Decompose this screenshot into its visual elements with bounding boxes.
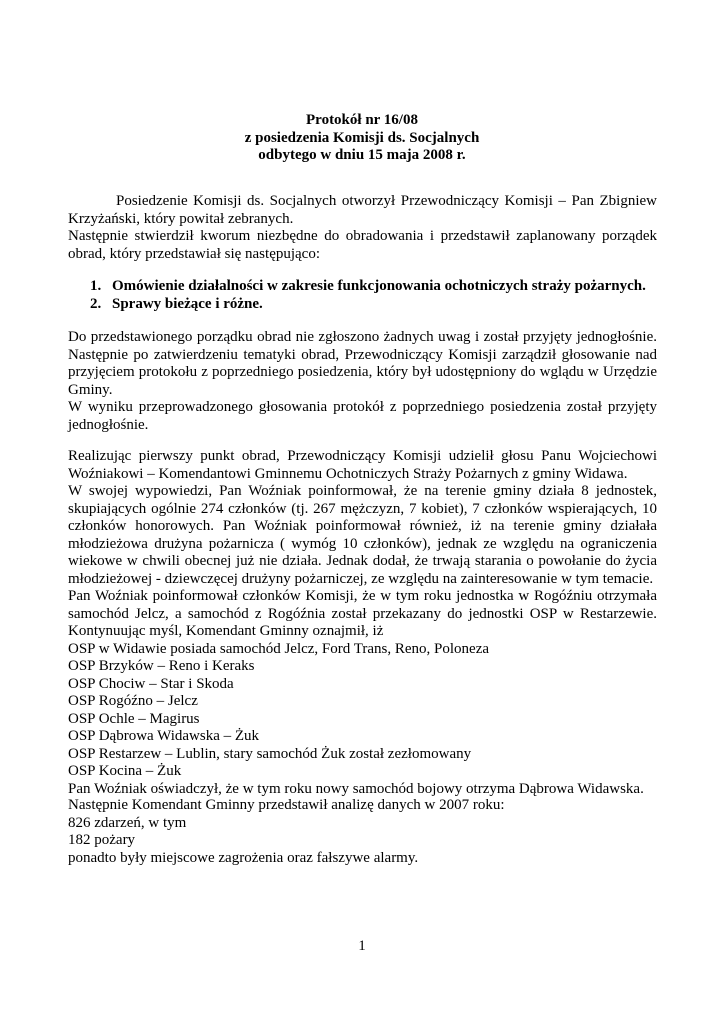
brigades-paragraph-3: Pan Woźniak poinformował członków Komisji, że w tym roku jednostka w Rogóźniu otrzymała samochód Jelcz, a samochód z Rogóźnia został przekazany do jednostki OSP w Restarzewie. Kontynuując myśl, Komendant Gminny oznajmił, iż xyxy=(68,588,657,639)
agenda-item-number: 2. xyxy=(90,295,102,312)
brigades-paragraph-4: Pan Woźniak oświadczył, że w tym roku nowy samochód bojowy otrzyma Dąbrowa Widawska. xyxy=(68,780,644,797)
document-title xyxy=(0,112,724,165)
title-line-1: Protokół nr 16/08 xyxy=(306,112,418,128)
agenda-list xyxy=(90,278,690,313)
unit-line: OSP Rogóźno – Jelcz xyxy=(68,693,198,709)
agenda-item xyxy=(90,278,690,296)
unit-line: OSP Dąbrowa Widawska – Żuk xyxy=(68,728,260,744)
title-line-3: odbytego w dniu 15 maja 2008 r. xyxy=(258,147,466,163)
unit-line: OSP Brzyków – Reno i Keraks xyxy=(68,658,255,674)
unit-line: OSP Ochle – Magirus xyxy=(68,710,200,727)
agenda-item xyxy=(90,296,690,314)
intro-paragraph-2: Następnie stwierdził kworum niezbędne do obradowania i przedstawił zaplanowany porządek obrad, który przedstawiał się następująco: xyxy=(68,228,657,262)
agenda-item-text: Sprawy bieżące i różne. xyxy=(112,295,263,312)
approval-paragraph-2: W wyniku przeprowadzonego głosowania protokół z poprzedniego posiedzenia został przyjęty jednogłośnie. xyxy=(68,399,657,433)
statistics-intro: Następnie Komendant Gminny przedstawił analizę danych w 2007 roku: xyxy=(68,797,505,813)
agenda-item-text: Omówienie działalności w zakresie funkcjonowania ochotniczych straży pożarnych. xyxy=(112,278,646,294)
section-fire-brigades xyxy=(68,448,657,798)
intro-section xyxy=(68,193,657,263)
brigades-paragraph-2: W swojej wypowiedzi, Pan Woźniak poinformował, że na terenie gminy działa 8 jednostek, skupiających ogólnie 274 członków (tj. 267 mężczyzn, 7 kobiet), 7 członków wspierających, 10 członków honorowych. Pan Woźniak poinformował również, iż na terenie gminy działała młodzieżowa drużyna pożarnicza ( wymóg 10 członków), jednak ze względu na ograniczenia wiekowe w chwili obecnej już nie działa. Jednak dodał, że trwają starania o powołanie do życia młodzieżowej - dziewczęcej drużyny pożarniczej, ze względu na zainteresowanie w tym temacie. xyxy=(68,483,657,587)
section-statistics xyxy=(68,797,657,867)
statistics-line: ponadto były miejscowe zagrożenia oraz fałszywe alarmy. xyxy=(68,849,419,866)
unit-line: OSP Restarzew – Lublin, stary samochód Żuk został zezłomowany xyxy=(68,745,472,762)
section-approval xyxy=(68,329,657,434)
agenda-item-number: 1. xyxy=(90,278,102,294)
intro-paragraph-1: Posiedzenie Komisji ds. Socjalnych otworzył Przewodniczący Komisji – Pan Zbigniew Krzyżański, który powitał zebranych. xyxy=(68,193,657,227)
statistics-line: 182 pożary xyxy=(68,832,136,848)
statistics-line: 826 zdarzeń, w tym xyxy=(68,814,187,831)
unit-line: OSP Chociw – Star i Skoda xyxy=(68,675,234,692)
title-line-2: z posiedzenia Komisji ds. Socjalnych xyxy=(244,129,480,146)
page-number: 1 xyxy=(358,938,366,954)
unit-line: OSP w Widawie posiada samochód Jelcz, Ford Trans, Reno, Poloneza xyxy=(68,640,490,657)
approval-paragraph-1: Do przedstawionego porządku obrad nie zgłoszono żadnych uwag i został przyjęty jednogłośnie. Następnie po zatwierdzeniu tematyki obrad, Przewodniczący Komisji zarządził głosowanie nad przyjęciem protokołu z poprzedniego posiedzenia, który był udostępniony do wglądu w Urzędzie Gminy. xyxy=(68,329,657,398)
brigades-paragraph-1: Realizując pierwszy punkt obrad, Przewodniczący Komisji udzielił głosu Panu Wojciechowi Woźniakowi – Komendantowi Gminnemu Ochotniczych Straży Pożarnych z gminy Widawa. xyxy=(68,448,657,482)
unit-line: OSP Kocina – Żuk xyxy=(68,763,182,779)
